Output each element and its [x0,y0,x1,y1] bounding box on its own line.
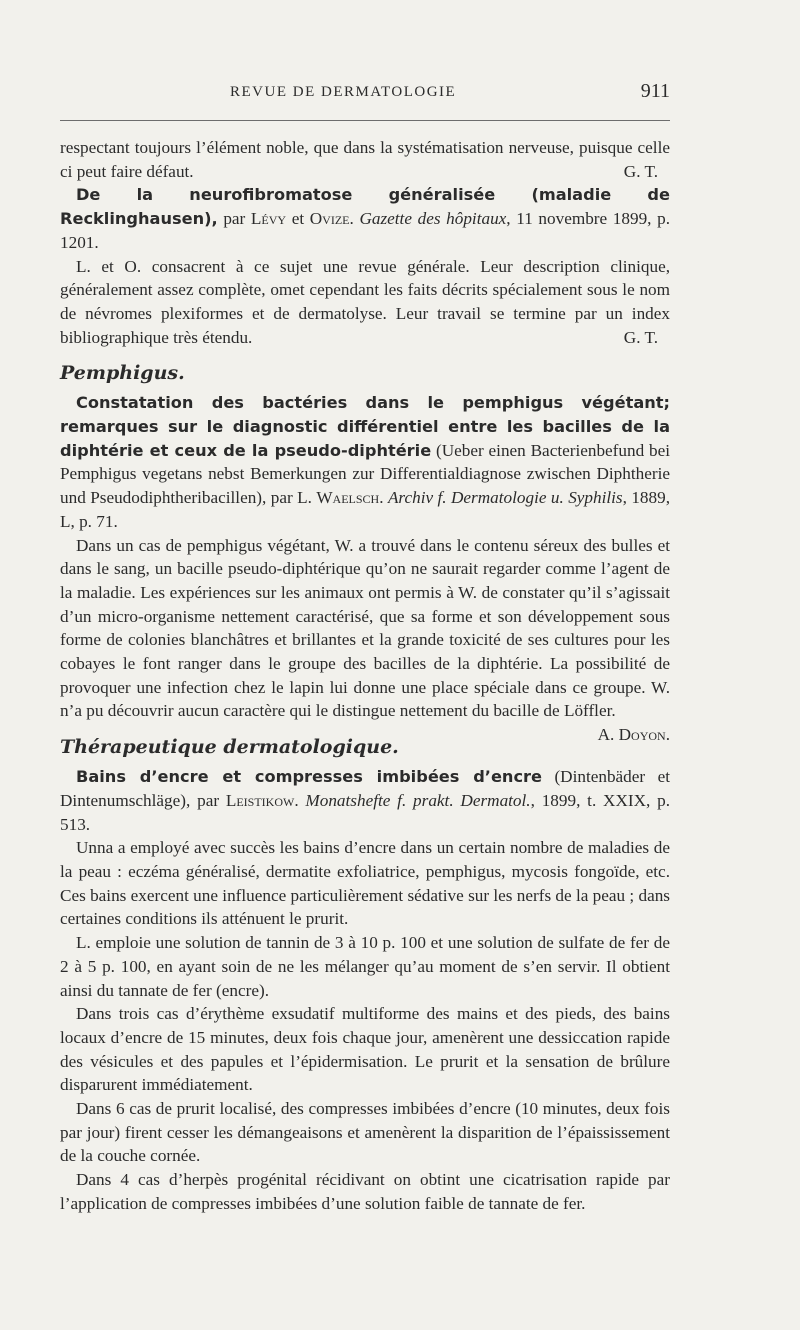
paragraph-continuation: respectant toujours l’élément noble, que dans la systématisation nerveuse, puisque celle ci peut faire défaut. G. T. [60,136,670,183]
page-header [60,80,670,108]
article-body [60,136,670,1216]
entry-bains-encre: Bains d’encre et compresses imbibées d’encre (Dintenbäder et Dintenumschläge), par Leistikow. Monatshefte f. prakt. Dermatol., 1899, t. XXIX, p. 513. [60,767,670,834]
journal-title: Archiv f. Dermatologie u. Syphilis [387,488,623,508]
running-title: REVUE DE DERMATOLOGIE [230,84,457,100]
entry-pemphigus: Constatation des bactéries dans le pemphigus végétant; remarques sur le diagnostic différentiel entre les bacilles de la diphtérie et ceux de la pseudo-diphtérie (Ueber einen Bacterienbefund bei Pemphigus vegetans nebst Bemerkungen zur Differentialdiagnose zwischen Diphtherie und Pseudodiphtheribacillen), par L. Waelsch. Archiv f. Dermatologie u. Syphilis, 1889, L, p. 71. [60,393,671,531]
entry-neurofibromatose: De la neurofibromatose généralisée (maladie de Recklinghausen), par Lévy et Ovize. Gazette des hôpitaux, 11 novembre 1899, p. 1201. [60,185,670,252]
paragraph: L. et O. consacrent à ce sujet une revue générale. Leur description clinique, généralement assez complète, omet cependant les faits décrits spécialement sous le nom de névromes plexiformes et de dermatolyse. Leur travail se termine par un index bibliographique très étendu. G. T. [60,255,670,350]
paragraph: Dans un cas de pemphigus végétant, W. a trouvé dans le contenu séreux des bulles et dans le sang, un bacille pseudo-diphtérique qu’on ne saurait regarder comme l’agent de la maladie. Les expériences sur les animaux ont permis à W. de constater qu’il s’agissait d’un micro-organisme nettement caractérisé, que sa forme et son développement sous forme de colonies blanchâtres et brillantes et la grande toxicité de ses cultures pour les cobayes le font ranger dans le groupe des bacilles de la diphtérie. La possibilité de provoquer une infection chez le lapin lui donne une place spéciale dans ce groupe. W. n’a pu découvrir aucun caractère qui le distingue nettement du bacille de Löffler. A. Doyon. [60,534,670,724]
paragraph: Dans trois cas d’érythème exsudatif multiforme des mains et des pieds, des bains locaux d’encre de 15 minutes, deux fois chaque jour, amenèrent une dessiccation rapide des vésicules et des papules et l’épidermisation. Le prurit et la sensation de brûlure disparurent immédiatement. [60,1004,670,1095]
author-name: Waelsch [316,488,380,508]
journal-title: Gazette des hôpitaux [359,209,507,229]
section-heading-therapeutique: Thérapeutique dermatologique. [60,736,399,759]
paragraph: Dans 6 cas de prurit localisé, des compresses imbibées d’encre (10 minutes, deux fois par jour) firent cesser les démangeaisons et amenèrent la disparition de l’épaississement de la couche cornée. [60,1099,670,1166]
signature: A. Doyon. [597,725,670,745]
author-name: Lévy [250,209,287,229]
entry-title: Constatation des bactéries dans le pemphigus végétant; remarques sur le diagnostic différentiel entre les bacilles de la diphtérie et ceux de la pseudo-diphtérie [60,393,670,460]
paragraph: Unna a employé avec succès les bains d’encre dans un certain nombre de maladies de la peau : eczéma généralisé, dermatite exfoliatrice, pemphigus, mycosis fongoïde, etc. Ces bains exercent une influence particulièrement sédative sur les nerfs de la peau ; dans certaines conditions ils atténuent le prurit. [60,838,670,929]
paragraph: L. emploie une solution de tannin de 3 à 10 p. 100 et une solution de sulfate de fer de 2 à 5 p. 100, en ayant soin de ne les mélanger qu’au moment de s’en servir. Il obtient ainsi du tannate de fer (encre). [60,933,670,1000]
page-number: 911 [640,80,670,102]
entry-title: Bains d’encre et compresses imbibées d’encre [76,767,542,787]
author-name: Ovize [309,209,350,229]
signature: G. T. [623,327,658,347]
section-heading-pemphigus: Pemphigus. [60,362,185,385]
entry-title: De la neurofibromatose généralisée (maladie de Recklinghausen), [60,185,670,229]
paragraph: Dans 4 cas d’herpès progénital récidivant on obtint une cicatrisation rapide par l’application de compresses imbibées d’une solution faible de tannate de fer. [60,1170,670,1213]
signature: G. T. [623,161,658,181]
journal-title: Monatshefte f. prakt. Dermatol. [305,790,531,810]
author-name: Leistikow [225,790,295,810]
header-rule [60,120,670,121]
